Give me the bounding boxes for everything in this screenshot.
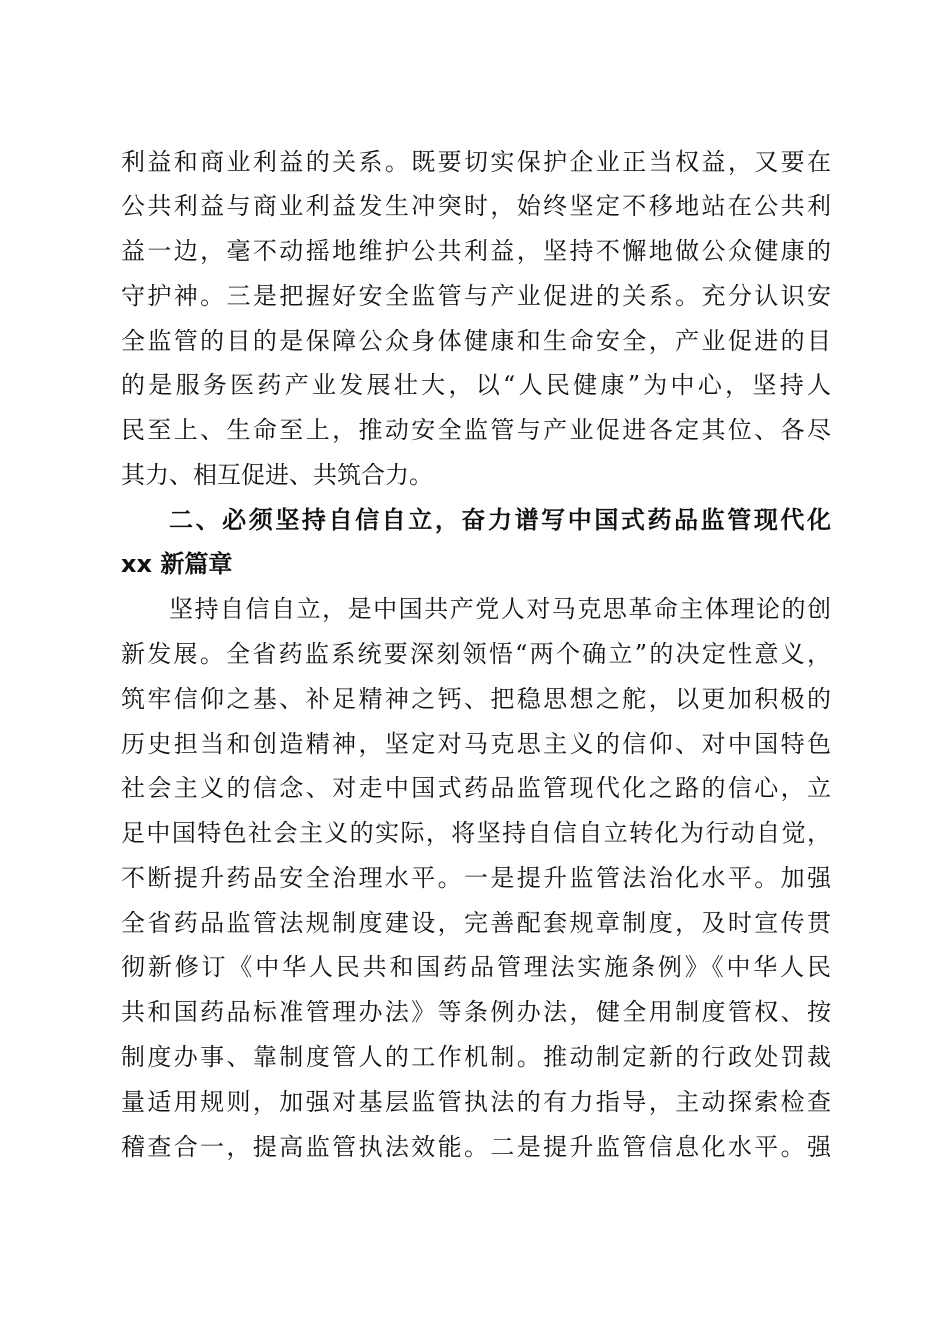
text-line: 益一边，毫不动摇地维护公共利益，坚持不懈地做公众健康的 [121, 237, 831, 265]
text-line: 历史担当和创造精神，坚定对马克思主义的信仰、对中国特色 [121, 730, 831, 758]
heading-line: xx 新篇章 [121, 550, 233, 578]
text-line: 守护神。三是把握好安全监管与产业促进的关系。充分认识安 [121, 282, 831, 310]
text-line: 量适用规则，加强对基层监管执法的有力指导，主动探索检查 [121, 1088, 831, 1116]
text-line: 全监管的目的是保障公众身体健康和生命安全，产业促进的目 [121, 327, 831, 355]
heading-line: 二、必须坚持自信自立，奋力谱写中国式药品监管现代化 [169, 506, 831, 534]
text-line: 足中国特色社会主义的实际，将坚持自信自立转化为行动自觉， [121, 819, 831, 847]
text-line: 利益和商业利益的关系。既要切实保护企业正当权益，又要在 [121, 148, 831, 176]
text-line: 全省药品监管法规制度建设，完善配套规章制度，及时宣传贯 [121, 909, 831, 937]
text-line: 共和国药品标准管理办法》等条例办法，健全用制度管权、按 [121, 998, 831, 1026]
text-line: 其力、相互促进、共筑合力。 [121, 461, 433, 489]
text-line: 新发展。全省药监系统要深刻领悟“两个确立”的决定性意义， [121, 640, 831, 668]
text-line: 社会主义的信念、对走中国式药品监管现代化之路的信心，立 [121, 774, 831, 802]
text-line: 筑牢信仰之基、补足精神之钙、把稳思想之舵，以更加积极的 [121, 685, 831, 713]
text-line: 彻新修订《中华人民共和国药品管理法实施条例》《中华人民 [121, 953, 831, 981]
text-line: 稽查合一，提高监管执法效能。二是提升监管信息化水平。强 [121, 1133, 831, 1161]
text-line: 公共利益与商业利益发生冲突时，始终坚定不移地站在公共利 [121, 192, 831, 220]
text-line: 不断提升药品安全治理水平。一是提升监管法治化水平。加强 [121, 864, 831, 892]
text-line: 制度办事、靠制度管人的工作机制。推动制定新的行政处罚裁 [121, 1043, 831, 1071]
text-line: 坚持自信自立，是中国共产党人对马克思革命主体理论的创 [169, 595, 831, 623]
text-line: 民至上、生命至上，推动安全监管与产业促进各定其位、各尽 [121, 416, 831, 444]
text-line: 的是服务医药产业发展壮大，以“人民健康”为中心，坚持人 [121, 371, 831, 399]
